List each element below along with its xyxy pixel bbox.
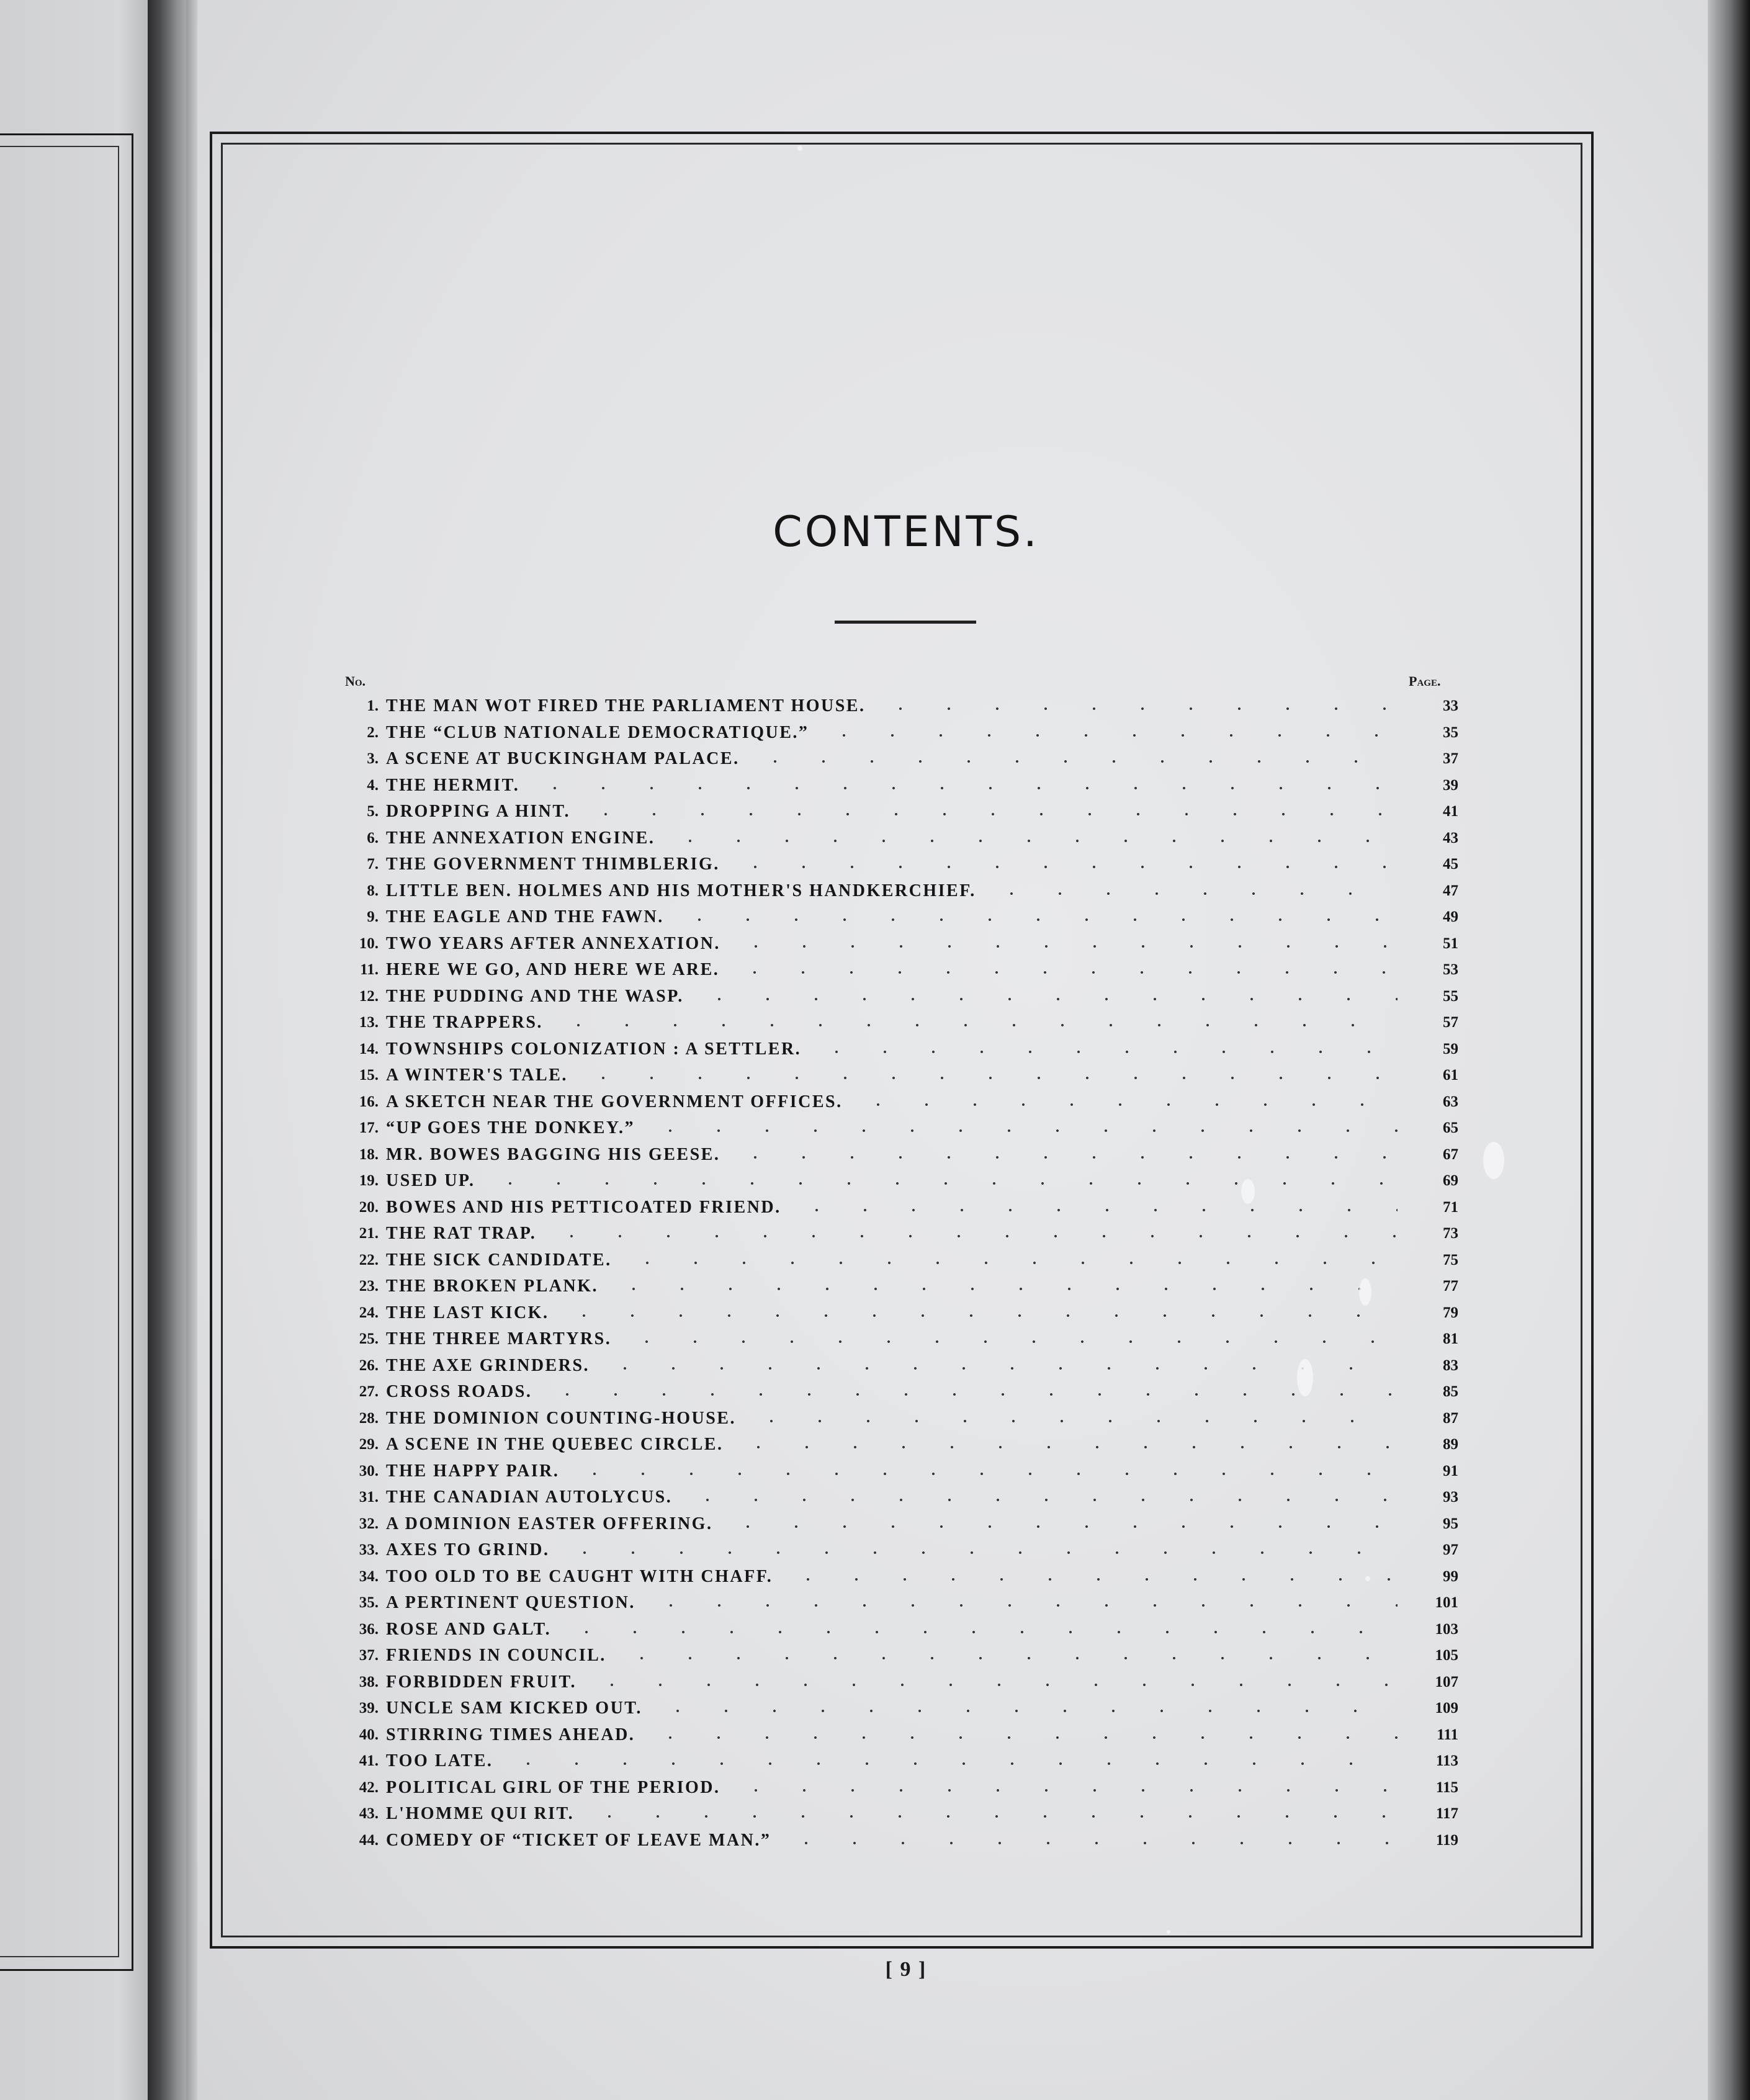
entry-page: 55 (1443, 987, 1458, 1005)
entry-page: 63 (1443, 1093, 1458, 1110)
dot-leader (734, 1445, 1398, 1449)
entry-title: HERE WE GO, AND HERE WE ARE. (386, 960, 720, 979)
entry-page: 37 (1443, 750, 1458, 767)
facing-page-frame-inner (0, 146, 119, 1957)
contents-entry (335, 1062, 1458, 1089)
contents-entry (335, 878, 1458, 905)
entry-title: “UP GOES THE DONKEY.” (386, 1118, 635, 1138)
dot-leader (987, 892, 1398, 895)
entry-title: THE DOMINION COUNTING-HOUSE. (386, 1408, 736, 1428)
contents-entry (335, 1801, 1458, 1828)
entry-title: TOO LATE. (386, 1751, 493, 1770)
entry-title: A WINTER'S TALE. (386, 1066, 568, 1085)
contents-entry (335, 1379, 1458, 1406)
entry-page: 105 (1435, 1647, 1458, 1664)
dot-leader (623, 1261, 1398, 1265)
contents-entry (335, 746, 1458, 773)
entry-title: A SCENE AT BUCKINGHAM PALACE. (386, 749, 740, 768)
dot-leader (560, 1314, 1398, 1317)
entry-page: 41 (1443, 803, 1458, 820)
entry-page: 79 (1443, 1304, 1458, 1321)
entry-page: 61 (1443, 1067, 1458, 1084)
entry-number: 17. (359, 1120, 379, 1136)
entry-page: 59 (1443, 1040, 1458, 1057)
entry-title: THE HERMIT. (386, 775, 520, 795)
entry-number: 4. (367, 776, 379, 794)
entry-page: 53 (1443, 961, 1458, 978)
contents-entry (335, 1353, 1458, 1380)
entry-number: 41. (359, 1752, 379, 1769)
entry-number: 25. (359, 1330, 379, 1347)
contents-entry (335, 1748, 1458, 1775)
contents-entry (335, 931, 1458, 958)
entry-page: 89 (1443, 1436, 1458, 1453)
dot-leader (751, 760, 1398, 763)
contents-entry (335, 1590, 1458, 1617)
entry-title: ROSE AND GALT. (386, 1619, 552, 1639)
contents-entry (335, 1617, 1458, 1643)
entry-number: 28. (359, 1409, 379, 1427)
contents-entry (335, 1775, 1458, 1802)
entry-page: 45 (1443, 856, 1458, 873)
entry-number: 21. (359, 1225, 379, 1242)
entry-page: 109 (1435, 1700, 1458, 1716)
dot-leader (585, 1815, 1398, 1818)
entry-page: 107 (1435, 1673, 1458, 1690)
entry-page: 93 (1443, 1489, 1458, 1505)
entry-title: THE EAGLE AND THE FAWN. (386, 907, 664, 927)
title-rule (835, 621, 976, 624)
entry-title: THE CANADIAN AUTOLYCUS. (386, 1487, 673, 1507)
entry-number: 31. (359, 1489, 379, 1505)
contents-entry (335, 693, 1458, 720)
dot-leader (695, 997, 1398, 1001)
scan-speck (797, 146, 802, 151)
entry-number: 27. (359, 1383, 379, 1400)
entry-title: THE GOVERNMENT THIMBLERIG. (386, 855, 720, 874)
dot-leader (504, 1762, 1398, 1766)
dot-leader (820, 734, 1398, 737)
dot-leader (854, 1103, 1398, 1106)
entry-title: CROSS ROADS. (386, 1382, 532, 1401)
scan-speck (1483, 1142, 1504, 1179)
contents-entry (335, 851, 1458, 878)
dot-leader (724, 1525, 1398, 1528)
dot-leader (562, 1630, 1398, 1634)
entry-page: 39 (1443, 776, 1458, 794)
contents-entry (335, 1300, 1458, 1327)
entry-number: 1. (367, 698, 379, 714)
contents-entry (335, 1828, 1458, 1854)
entry-page: 91 (1443, 1462, 1458, 1479)
entry-number: 36. (359, 1620, 379, 1638)
entry-title: TOO OLD TO BE CAUGHT WITH CHAFF. (386, 1566, 773, 1586)
contents-list (335, 693, 1458, 1854)
entry-title: THE LAST KICK. (386, 1303, 549, 1322)
contents-entry (335, 1432, 1458, 1458)
dot-leader (581, 812, 1398, 816)
entry-number: 19. (359, 1172, 379, 1189)
entry-title: TOWNSHIPS COLONIZATION : A SETTLER. (386, 1039, 802, 1059)
contents-entry (335, 1406, 1458, 1432)
contents-entry (335, 904, 1458, 931)
contents-entry (335, 1484, 1458, 1511)
entry-page: 99 (1443, 1568, 1458, 1585)
contents-entry (335, 799, 1458, 825)
entry-page: 73 (1443, 1225, 1458, 1242)
dot-leader (579, 1076, 1398, 1080)
dot-leader (531, 786, 1398, 790)
entry-page: 85 (1443, 1383, 1458, 1400)
dot-leader (732, 945, 1398, 948)
entry-number: 23. (359, 1278, 379, 1295)
entry-title: THE MAN WOT FIRED THE PARLIAMENT HOUSE. (386, 696, 866, 716)
entry-title: DROPPING A HINT. (386, 802, 570, 821)
entry-number: 11. (360, 961, 379, 978)
entry-number: 24. (359, 1304, 379, 1321)
entry-page: 117 (1435, 1805, 1458, 1822)
dot-leader (554, 1023, 1398, 1027)
facing-page-left (0, 0, 149, 2100)
contents-entry (335, 984, 1458, 1010)
entry-page: 67 (1443, 1146, 1458, 1163)
contents-entry (335, 720, 1458, 747)
contents-entry (335, 1695, 1458, 1722)
entry-number: 39. (359, 1700, 379, 1716)
entry-title: TWO YEARS AFTER ANNEXATION. (386, 933, 720, 953)
contents-entry (335, 1564, 1458, 1591)
contents-entry (335, 1722, 1458, 1749)
entry-title: THE TRAPPERS. (386, 1013, 543, 1032)
entry-page: 35 (1443, 724, 1458, 741)
entry-page: 97 (1443, 1541, 1458, 1558)
dot-leader (747, 1419, 1398, 1423)
entry-number: 7. (367, 856, 379, 873)
entry-page: 71 (1443, 1198, 1458, 1216)
entry-title: THE ANNEXATION ENGINE. (386, 828, 655, 848)
entry-page: 111 (1437, 1726, 1458, 1743)
entry-page: 77 (1443, 1278, 1458, 1295)
dot-leader (588, 1683, 1398, 1687)
dot-leader (784, 1577, 1398, 1581)
contents-entry (335, 1036, 1458, 1063)
entry-page: 87 (1443, 1409, 1458, 1427)
entry-page: 51 (1443, 935, 1458, 952)
entry-title: STIRRING TIMES AHEAD. (386, 1725, 635, 1744)
entry-number: 16. (359, 1093, 379, 1110)
entry-page: 75 (1443, 1251, 1458, 1268)
dot-leader (812, 1050, 1398, 1054)
entry-page: 95 (1443, 1515, 1458, 1532)
entry-number: 32. (359, 1515, 379, 1532)
entry-number: 26. (359, 1357, 379, 1374)
entry-number: 18. (359, 1146, 379, 1163)
entry-page: 119 (1435, 1831, 1458, 1849)
dot-leader (543, 1393, 1398, 1396)
entry-number: 35. (359, 1594, 379, 1611)
entry-number: 13. (359, 1014, 379, 1031)
entry-number: 37. (359, 1647, 379, 1664)
entry-number: 14. (359, 1040, 379, 1057)
entry-title: AXES TO GRIND. (386, 1540, 550, 1559)
contents-entry (335, 1537, 1458, 1564)
contents-entry (335, 1247, 1458, 1274)
entry-page: 101 (1435, 1594, 1458, 1611)
dot-leader (653, 1709, 1398, 1713)
entry-page: 69 (1443, 1172, 1458, 1189)
entry-number: 10. (359, 935, 379, 952)
entry-title: THE RAT TRAP. (386, 1224, 537, 1243)
dot-leader (646, 1129, 1398, 1133)
contents-entry (335, 1511, 1458, 1538)
entry-number: 42. (359, 1779, 379, 1796)
scan-speck (1297, 1359, 1313, 1396)
entry-page: 81 (1443, 1330, 1458, 1347)
contents-entry (335, 1643, 1458, 1669)
contents-entry (335, 1195, 1458, 1221)
dot-leader (646, 1736, 1398, 1739)
contents-entry (335, 1168, 1458, 1195)
entry-title: L'HOMME QUI RIT. (386, 1804, 575, 1823)
dot-leader (730, 971, 1398, 974)
dot-leader (675, 918, 1398, 922)
entry-number: 3. (367, 750, 379, 767)
entry-title: A DOMINION EASTER OFFERING. (386, 1514, 713, 1533)
entry-number: 8. (367, 882, 379, 899)
entry-number: 34. (359, 1568, 379, 1585)
entry-page: 33 (1443, 698, 1458, 714)
entry-page: 103 (1435, 1620, 1458, 1638)
page-number: [ 9 ] (885, 1958, 927, 1981)
entry-number: 44. (359, 1831, 379, 1849)
page-column-label: Page. (1409, 673, 1441, 689)
scan-speck (1365, 1576, 1370, 1581)
entry-number: 6. (367, 829, 379, 846)
dot-leader (647, 1604, 1398, 1607)
dot-leader (782, 1841, 1398, 1845)
entry-title: BOWES AND HIS PETTICOATED FRIEND. (386, 1197, 781, 1217)
scan-speck (1359, 1278, 1371, 1306)
dot-leader (570, 1472, 1398, 1476)
contents-entry (335, 957, 1458, 984)
entry-title: LITTLE BEN. HOLMES AND HIS MOTHER'S HANDKERCHIEF. (386, 881, 976, 900)
entry-title: THE BROKEN PLANK. (386, 1277, 598, 1296)
entry-number: 38. (359, 1673, 379, 1690)
entry-number: 20. (359, 1198, 379, 1216)
dot-leader (560, 1551, 1398, 1555)
entry-title: POLITICAL GIRL OF THE PERIOD. (386, 1777, 720, 1797)
contents-entry (335, 1458, 1458, 1485)
dot-leader (683, 1498, 1398, 1502)
contents-entry (335, 825, 1458, 852)
entry-number: 15. (359, 1067, 379, 1084)
entry-number: 40. (359, 1726, 379, 1743)
dot-leader (486, 1182, 1398, 1185)
entry-number: 2. (367, 724, 379, 741)
dot-leader (617, 1656, 1398, 1660)
dot-leader (601, 1366, 1398, 1370)
entry-title: FRIENDS IN COUNCIL. (386, 1646, 606, 1665)
entry-page: 49 (1443, 909, 1458, 925)
dot-leader (732, 1788, 1398, 1792)
entry-title: MR. BOWES BAGGING HIS GEESE. (386, 1144, 720, 1164)
entry-number: 5. (367, 803, 379, 820)
contents-entry (335, 1089, 1458, 1116)
entry-title: THE THREE MARTYRS. (386, 1329, 612, 1348)
entry-number: 29. (359, 1436, 379, 1453)
entry-number: 33. (359, 1541, 379, 1558)
entry-title: A SKETCH NEAR THE GOVERNMENT OFFICES. (386, 1092, 843, 1111)
dot-leader (876, 707, 1398, 711)
number-column-label: No. (345, 673, 366, 689)
contents-entry (335, 1115, 1458, 1142)
entry-title: FORBIDDEN FRUIT. (386, 1672, 577, 1692)
entry-number: 22. (359, 1251, 379, 1268)
entry-number: 43. (359, 1805, 379, 1822)
contents-entry (335, 1221, 1458, 1247)
dot-leader (622, 1340, 1398, 1344)
entry-title: THE PUDDING AND THE WASP. (386, 986, 684, 1006)
entry-page: 83 (1443, 1357, 1458, 1374)
dot-leader (792, 1208, 1398, 1212)
dot-leader (547, 1234, 1398, 1238)
contents-entry (335, 773, 1458, 799)
scan-speck (1241, 1179, 1255, 1204)
entry-page: 65 (1443, 1120, 1458, 1136)
entry-title: THE AXE GRINDERS. (386, 1355, 590, 1375)
entry-title: USED UP. (386, 1171, 475, 1190)
entry-title: THE SICK CANDIDATE. (386, 1250, 612, 1270)
dot-leader (666, 839, 1398, 843)
contents-entry (335, 1142, 1458, 1169)
page-right-edge (1708, 0, 1750, 2100)
page-title: CONTENTS. (773, 508, 1039, 557)
contents-entry (335, 1669, 1458, 1696)
entry-page: 57 (1443, 1014, 1458, 1031)
entry-page: 47 (1443, 882, 1458, 899)
entry-number: 12. (359, 987, 379, 1005)
entry-title: A PERTINENT QUESTION. (386, 1593, 635, 1612)
entry-page: 113 (1435, 1752, 1458, 1769)
entry-number: 30. (359, 1462, 379, 1479)
entry-number: 9. (367, 909, 379, 925)
dot-leader (731, 1155, 1398, 1159)
contents-entry (335, 1273, 1458, 1300)
contents-entry (335, 1326, 1458, 1353)
entry-title: UNCLE SAM KICKED OUT. (386, 1698, 642, 1718)
entry-title: A SCENE IN THE QUEBEC CIRCLE. (386, 1435, 724, 1454)
dot-leader (609, 1287, 1398, 1291)
entry-title: COMEDY OF “TICKET OF LEAVE MAN.” (386, 1830, 771, 1850)
dot-leader (731, 865, 1398, 869)
scan-speck (1167, 1930, 1170, 1934)
entry-page: 43 (1443, 829, 1458, 846)
contents-entry (335, 1010, 1458, 1036)
entry-page: 115 (1435, 1779, 1458, 1796)
entry-title: THE “CLUB NATIONALE DEMOCRATIQUE.” (386, 722, 809, 742)
entry-title: THE HAPPY PAIR. (386, 1461, 560, 1481)
